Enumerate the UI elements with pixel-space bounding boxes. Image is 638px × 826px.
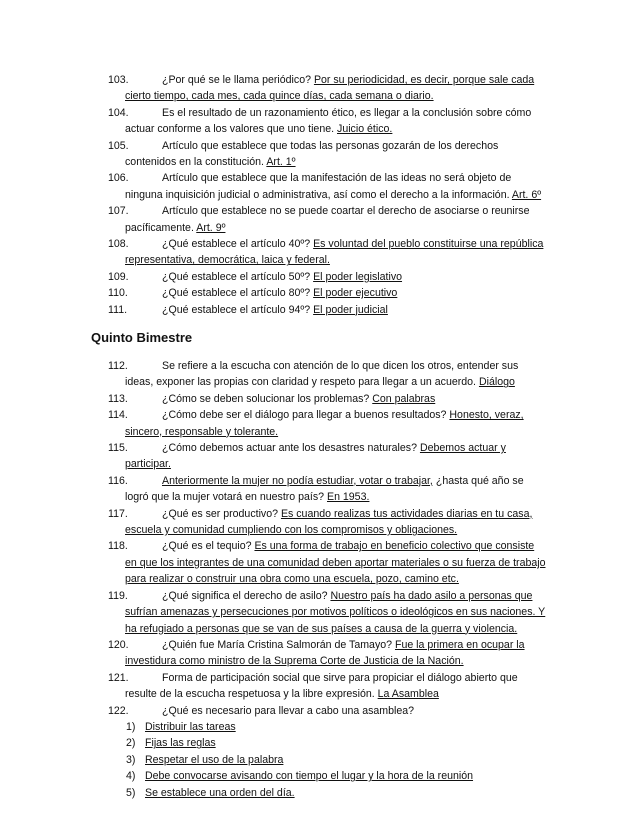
sublist-item — [0, 768, 638, 784]
sublist-answer: Respetar el uso de la palabra — [145, 753, 284, 766]
list-item — [0, 285, 638, 301]
list-item — [0, 105, 638, 138]
question-text: ¿Por qué se le llama periódico? — [162, 74, 311, 86]
question-text: ¿Qué es necesario para llevar a cabo una asamblea? — [162, 704, 415, 717]
item-number: 112. — [108, 360, 128, 372]
item-number: 109. — [108, 270, 129, 283]
sublist-number: 2) — [126, 737, 136, 750]
answer-text: Nuestro país ha dado asilo a personas que sufrían amenazas y persecuciones por motivos políticos o ideológicos en sus naciones. Y ha refugiado a personas que se van de sus países a causa de la guerra y violencia. — [125, 589, 546, 635]
list-item — [0, 269, 638, 285]
list-item — [0, 236, 638, 269]
sublist-answer: Fijas las reglas — [145, 737, 216, 750]
item-number: 105. — [108, 139, 129, 152]
item-number: 113. — [108, 392, 128, 405]
answer-text: Es una forma de trabajo en beneficio colectivo que consiste en que los integrantes de una comunidad deben aportar materiales o su fuerza de trabajo para realizar o construir una obra como una escuela, pozo, camino etc. — [125, 540, 546, 586]
answer-text: El poder ejecutivo — [313, 287, 398, 300]
sublist-answer: Se establece una orden del día. — [145, 786, 295, 799]
answer-text: La Asamblea — [377, 688, 439, 701]
item-number: 117. — [108, 507, 128, 520]
item-number: 119. — [108, 589, 128, 602]
sublist-item — [0, 735, 638, 751]
list-item — [0, 72, 638, 105]
item-number: 122. — [108, 704, 129, 717]
list-item — [0, 407, 638, 440]
list-item — [0, 473, 638, 506]
sublist-number: 1) — [126, 720, 136, 733]
item-number: 120. — [108, 638, 129, 651]
list-item — [0, 138, 638, 171]
list-item — [0, 391, 638, 407]
answer-text: El poder legislativo — [313, 270, 403, 283]
list-item — [0, 203, 638, 236]
question-text: ¿Cómo debemos actuar ante los desastres naturales? — [162, 442, 417, 455]
answer-text: Honesto, veraz, sincero, responsable y tolerante. — [125, 409, 524, 438]
sublist-item — [0, 752, 638, 768]
question-list-part-2 — [0, 358, 638, 801]
question-text: Forma de participación social que sirve para propiciar el diálogo abierto que resulte de la escucha respetuosa y la libre expresión. — [125, 671, 518, 701]
list-item — [0, 358, 638, 391]
item-number: 103. — [108, 74, 129, 86]
answer-text: Debemos actuar y participar. — [125, 442, 506, 471]
question-text: ¿Qué es ser productivo? — [162, 507, 278, 520]
answer-text: Con palabras — [372, 392, 436, 405]
sublist-answer: Debe convocarse avisando con tiempo el lugar y la hora de la reunión — [145, 770, 474, 783]
answer-text: Es voluntad del pueblo constituirse una república representativa, democrática, laica y federal. — [125, 238, 544, 267]
list-item — [0, 637, 638, 670]
question-text: ¿hasta qué año se logró que la mujer votará en nuestro país? — [125, 474, 524, 504]
item-number: 110. — [108, 287, 128, 300]
item-number: 111. — [108, 303, 128, 316]
item-number: 118. — [108, 540, 128, 553]
answer-text: El poder judicial — [313, 303, 388, 316]
question-text: ¿Cómo debe ser el diálogo para llegar a buenos resultados? — [162, 409, 447, 422]
sublist-answer: Distribuir las tareas — [145, 720, 236, 733]
item-number: 106. — [108, 172, 129, 185]
answer-text: Por su periodicidad, es decir, porque sale cada cierto tiempo, cada mes, cada quince días, cada semana o diario. — [125, 74, 535, 103]
question-text: ¿Qué establece el artículo 94º? — [162, 303, 311, 316]
item-number: 121. — [108, 671, 129, 684]
answer-text: Fue la primera en ocupar la investidura como ministro de la Suprema Corte de Justicia de la Nación. — [125, 638, 525, 668]
question-text: Se refiere a la escucha con atención de lo que dicen los otros, entender sus ideas, exponer las propias con claridad y respeto para llegar a un acuerdo. — [125, 360, 519, 389]
list-item — [0, 506, 638, 539]
answer-text: Art. 9º — [196, 221, 226, 234]
list-item — [0, 538, 638, 587]
item-number: 114. — [108, 409, 128, 422]
question-text: Es el resultado de un razonamiento ético, es llegar a la conclusión sobre cómo actuar conforme a los valores que uno tiene. — [125, 106, 532, 136]
answer-text: Art. 6º — [511, 188, 542, 201]
question-text: Artículo que establece que todas las personas gozarán de los derechos contenidos en la constitución. — [125, 139, 499, 169]
answer-text: En 1953. — [327, 491, 370, 504]
list-item — [0, 302, 638, 318]
sublist-item — [0, 719, 638, 735]
underlined-intro-text: Anteriormente la mujer no podía estudiar, votar o trabajar, — [162, 474, 433, 487]
list-item — [0, 588, 638, 637]
question-text: ¿Qué significa el derecho de asilo? — [162, 589, 328, 602]
sublist-number: 3) — [126, 753, 136, 766]
list-item — [0, 440, 638, 473]
answer-text: Art. 1º — [266, 156, 296, 169]
item-number: 115. — [108, 442, 128, 455]
question-text: ¿Qué establece el artículo 40º? — [162, 238, 311, 251]
question-list-part-1 — [0, 72, 638, 318]
sublist-number: 4) — [126, 770, 136, 783]
sublist-number: 5) — [126, 786, 136, 799]
answer-text: Juicio ético. — [337, 123, 393, 136]
question-text: Artículo que establece que la manifestación de las ideas no será objeto de ninguna inquisición judicial o administrativa, así como el derecho a la información. — [125, 172, 512, 201]
answer-text: Es cuando realizas tus actividades diarias en tu casa, escuela y comunidad cumpliendo con los compromisos y obligaciones. — [125, 507, 533, 537]
item-number: 116. — [108, 474, 128, 487]
question-text: ¿Qué es el tequio? — [162, 540, 252, 553]
item-number: 104. — [108, 106, 129, 119]
question-text: ¿Qué establece el artículo 50º? — [162, 270, 311, 283]
list-item — [0, 670, 638, 703]
list-item — [0, 703, 638, 719]
question-text: ¿Cómo se deben solucionar los problemas? — [162, 392, 370, 405]
item-number: 108. — [108, 238, 129, 251]
answer-text: Diálogo — [478, 376, 515, 389]
item-number: 107. — [108, 205, 129, 218]
question-text: Artículo que establece no se puede coartar el derecho de asociarse o reunirse pacíficamente. — [125, 205, 530, 234]
question-text: ¿Quién fue María Cristina Salmorán de Tamayo? — [162, 638, 393, 651]
sublist-item — [0, 785, 638, 801]
question-text: ¿Qué establece el artículo 80º? — [162, 287, 311, 300]
list-item — [0, 170, 638, 203]
section-title: Quinto Bimestre — [91, 330, 193, 345]
